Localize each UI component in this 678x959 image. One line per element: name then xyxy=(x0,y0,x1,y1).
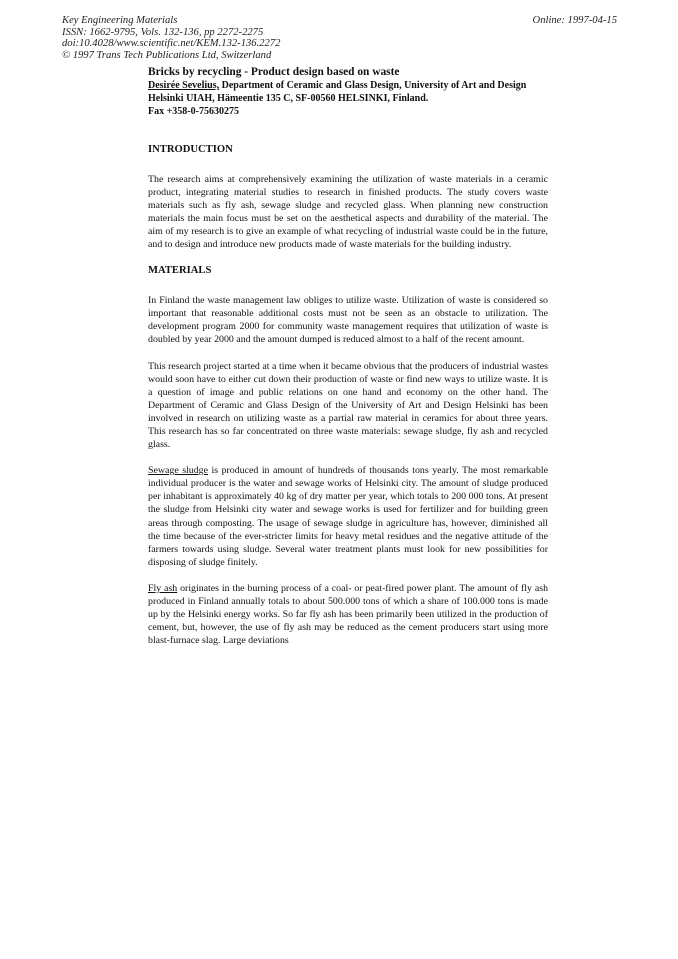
issn-line: ISSN: 1662-9795, Vols. 132-136, pp 2272-2275 xyxy=(62,26,264,38)
author-name: Desirée Sevelius, xyxy=(148,80,220,91)
materials-paragraph-2: This research project started at a time when it became obvious that the producers of industrial wastes would soon have to either cut down their production of waste or find new ways to utilize waste. It is a question of image and public relations on one hand and economy on the other hand. The Department of Ceramic and Glass Design of the University of Art and Design Helsinki has been involved in research on utilizing waste as a partial raw material in ceramics for about three years. This research has so far concentrated on three waste materials: sewage sludge, fly ash and recycled glass. xyxy=(148,360,548,451)
journal-header xyxy=(62,15,280,61)
fly-ash-paragraph xyxy=(148,582,548,647)
affiliation-text: Department of Ceramic and Glass Design, University of Art and Design Helsinki UIAH, Hämeentie 135 C, SF-00560 HELSINKI, Finland. xyxy=(148,80,527,105)
heading-materials: MATERIALS xyxy=(148,265,212,277)
sewage-sludge-text: is produced in amount of hundreds of thousands tons yearly. The most remarkable individual producer is the water and sewage works of Helsinki city. The amount of sludge produced per inhabitant is approximately 40 kg of dry matter per year, which totals to 200 000 tons. At present the sludge from Helsinki city water and sewage works is used for fertilizer and for building green areas through composting. The usage of sewage sludge in agriculture has, however, diminished all the time because of the ever-stricter limits for heavy metal residues and the negative attitude of the farmers towards using sludge. Several water treatment plants must look for new possibilities for disposing of sludge finitely. xyxy=(148,465,548,568)
heading-introduction: INTRODUCTION xyxy=(148,143,233,155)
fly-ash-term: Fly ash xyxy=(148,582,178,594)
fly-ash-text: originates in the burning process of a coal- or peat-fired power plant. The amount of fly ash produced in Finland annually totals to about 500.000 tons of which a share of 100.000 tons is made up by the Helsinki energy works. So far fly ash has been primarily been utilized in the production of cement, but, however, the use of fly ash may be reduced as the cement producers start using more blast-furnace slag. Large deviations xyxy=(148,582,549,647)
fax-line: Fax +358-0-75630275 xyxy=(148,106,239,118)
materials-paragraph-1: In Finland the waste management law obliges to utilize waste. Utilization of waste is considered so important that reasonable additional costs must not be seen as an obstacle to utilization. The development program 2000 for community waste management requires that utilization of waste is doubled by year 2000 and the amount dumped is reduced almost to a half of the recent amount. xyxy=(148,295,548,346)
article-title: Bricks by recycling - Product design based on waste xyxy=(148,66,400,78)
sewage-sludge-term: Sewage sludge xyxy=(148,465,208,477)
sewage-sludge-paragraph xyxy=(148,464,548,569)
author-affiliation xyxy=(148,79,548,105)
online-date: Online: 1997-04-15 xyxy=(532,15,617,26)
copyright-line: © 1997 Trans Tech Publications Ltd, Switzerland xyxy=(62,49,272,61)
intro-paragraph: The research aims at comprehensively examining the utilization of waste materials in a ceramic product, integrating material studies to research in finished products. The study covers waste materials such as fly ash, sewage sludge and recycled glass. When planning new construction materials the main focus must be set on the aesthetical aspects and durability of the material. The aim of my research is to give an example of what recycling of industrial waste could be in the future, and to design and introduce new products made of waste materials for the building industry. xyxy=(148,173,548,251)
doi-line: doi:10.4028/www.scientific.net/KEM.132-136.2272 xyxy=(62,38,281,50)
article-body xyxy=(148,65,548,660)
journal-name: Key Engineering Materials xyxy=(62,15,178,26)
